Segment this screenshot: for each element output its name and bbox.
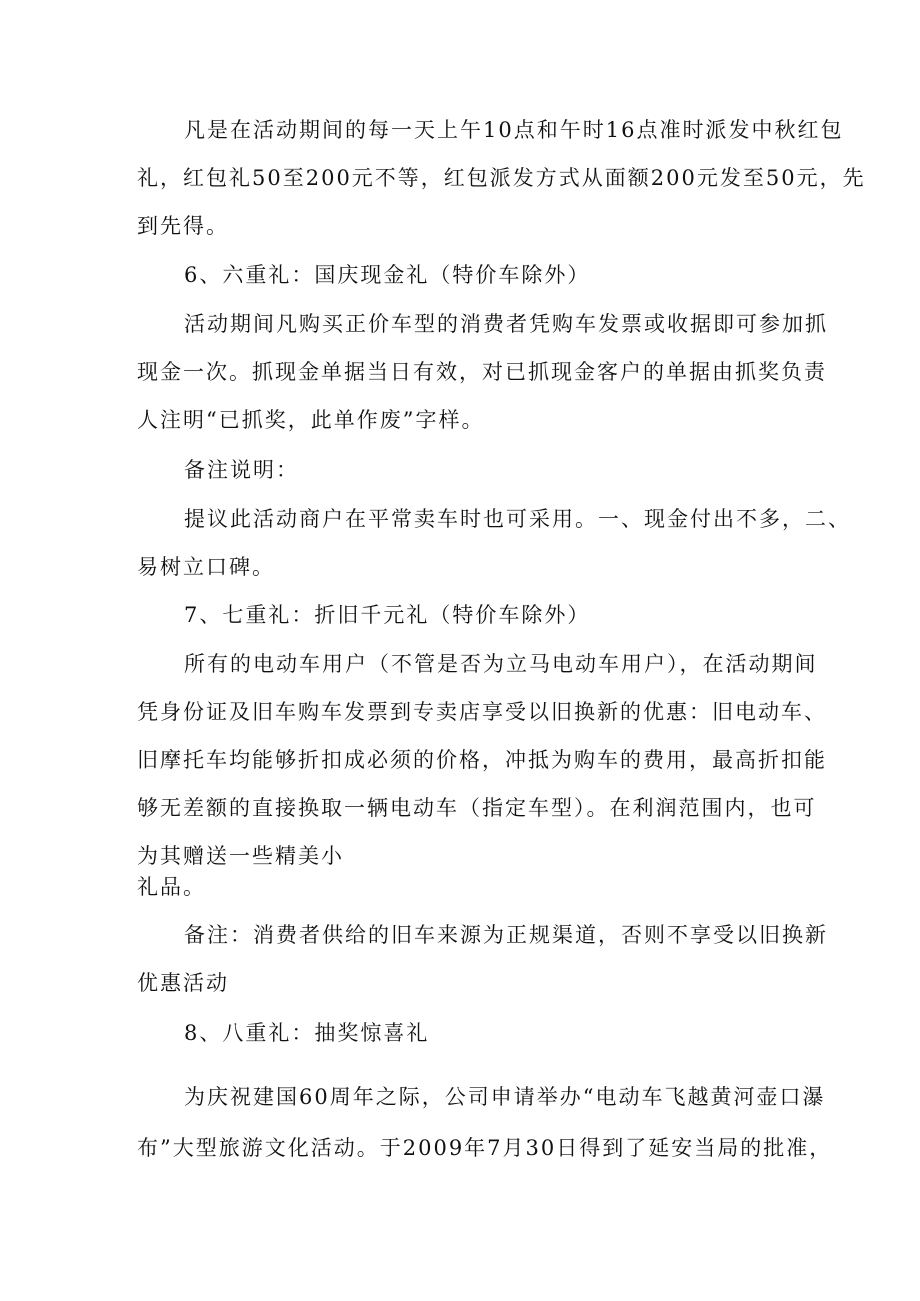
paragraph-line: 易树立口碑。: [137, 555, 275, 579]
paragraph-line: 活动期间凡购买正价车型的消费者凭购车发票或收据即可参加抓: [184, 312, 828, 336]
paragraph-line: 人注明“已抓奖，此单作废”字样。: [137, 408, 485, 432]
paragraph-line: 到先得。: [137, 214, 229, 238]
note-heading: 备注说明：: [184, 458, 299, 482]
paragraph-line: 礼，红包礼50至200元不等，红包派发方式从面额200元发至50元，先: [137, 166, 866, 190]
paragraph-line: 为庆祝建国60周年之际，公司申请举办“电动车飞越黄河壶口瀑: [184, 1085, 826, 1109]
paragraph-line: 提议此活动商户在平常卖车时也可采用。一、现金付出不多，二、: [184, 507, 851, 531]
paragraph-line: 所有的电动车用户（不管是否为立马电动车用户），在活动期间: [184, 652, 818, 676]
section-heading: 6、六重礼：国庆现金礼（特价车除外）: [184, 263, 591, 287]
paragraph-line: 优惠活动: [137, 971, 229, 995]
paragraph-line: 凭身份证及旧车购车发票到专卖店享受以旧换新的优惠：旧电动车、: [137, 700, 827, 724]
paragraph-line: 为其赠送一些精美小: [137, 844, 344, 868]
paragraph-line: 够无差额的直接换取一辆电动车（指定车型）。在利润范围内，也可: [137, 796, 817, 820]
section-heading: 7、七重礼：折旧千元礼（特价车除外）: [184, 603, 591, 627]
paragraph-line: 现金一次。抓现金单据当日有效，对已抓现金客户的单据由抓奖负责: [137, 360, 827, 384]
section-heading: 8、八重礼：抽奖惊喜礼: [184, 1021, 430, 1045]
paragraph-line: 凡是在活动期间的每一天上午10点和午时16点准时派发中秋红包: [184, 118, 844, 142]
paragraph-line: 旧摩托车均能够折扣成必须的价格，冲抵为购车的费用，最高折扣能: [137, 748, 827, 772]
paragraph-line: 备注：消费者供给的旧车来源为正规渠道，否则不享受以旧换新: [184, 923, 828, 947]
paragraph-line: 礼品。: [137, 875, 206, 899]
paragraph-line: 布”大型旅游文化活动。于2009年7月30日得到了延安当局的批准，: [137, 1136, 833, 1160]
